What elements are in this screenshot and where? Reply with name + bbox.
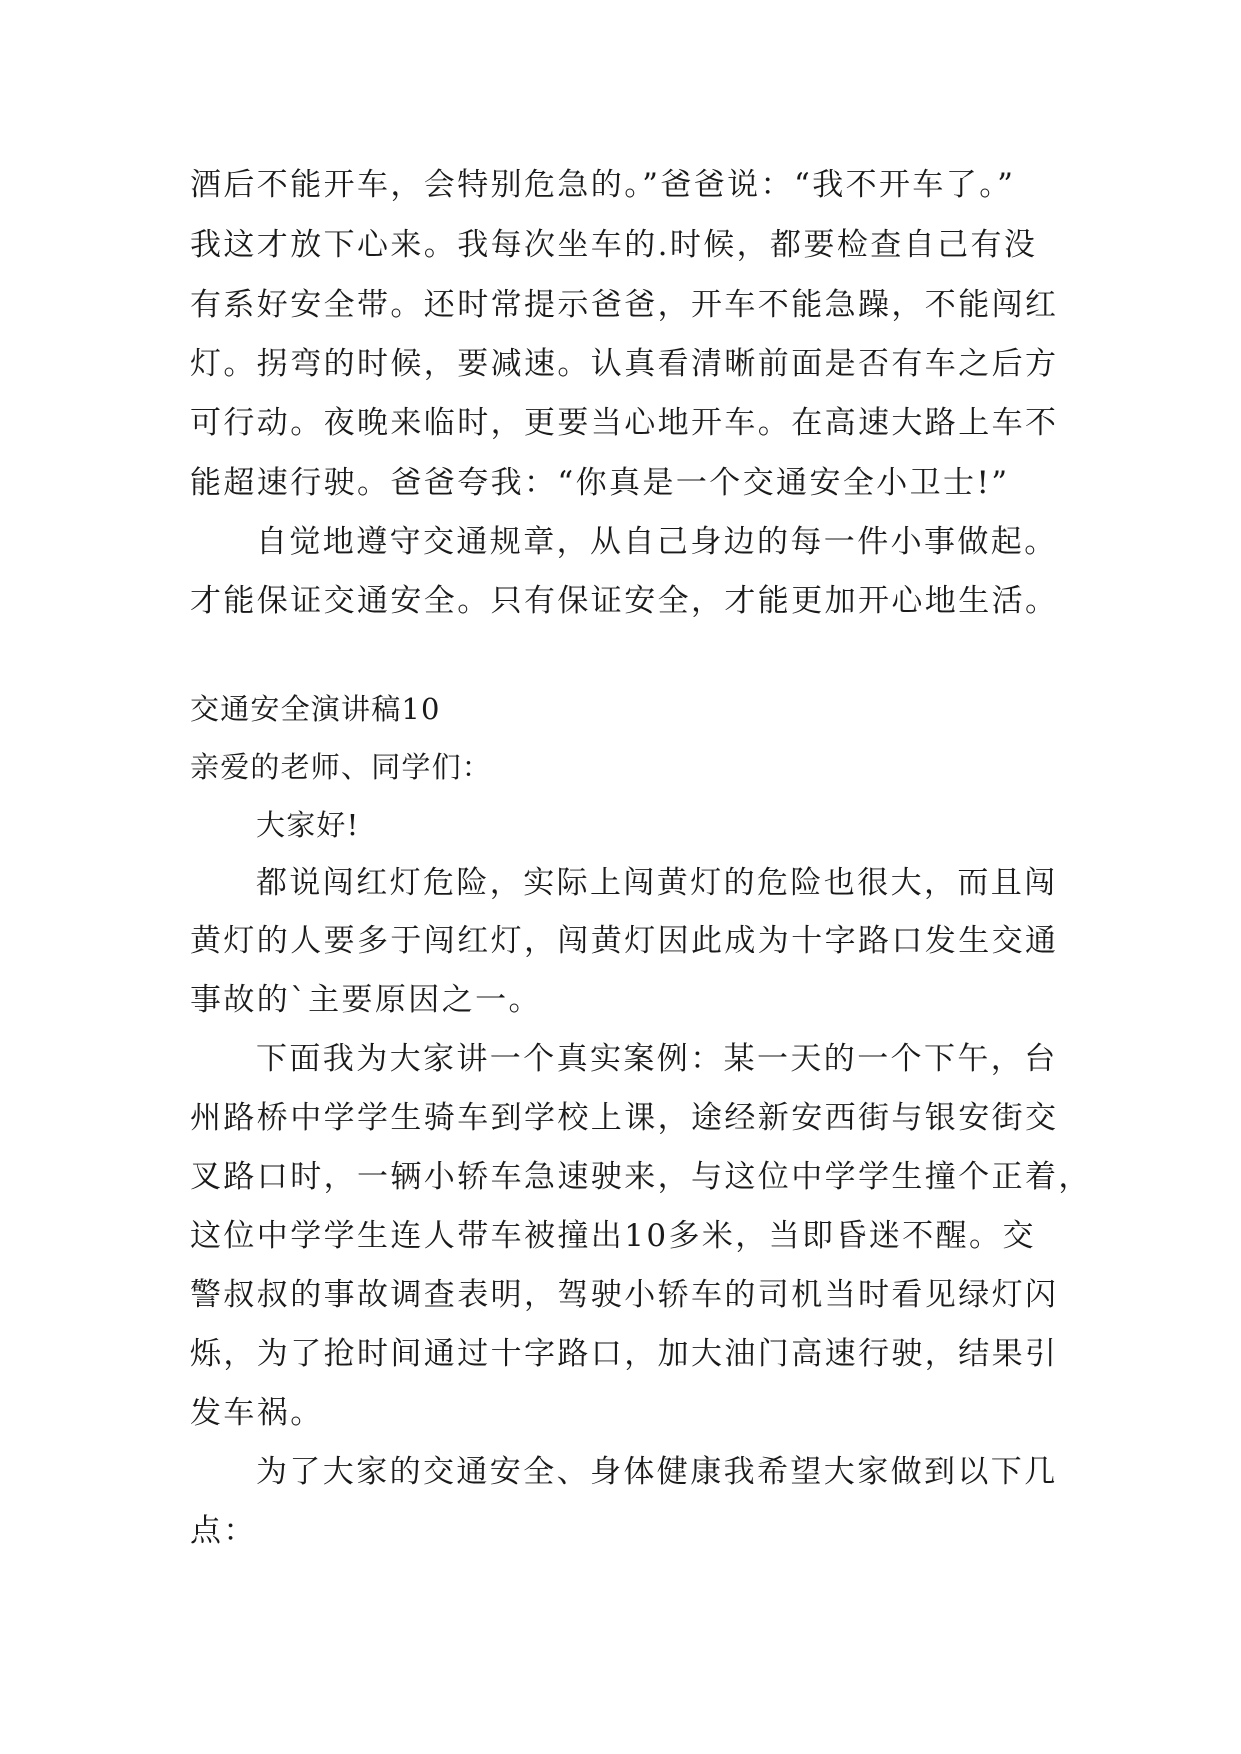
paragraph-line: 我这才放下心来。我每次坐车的.时候，都要检查自己有没 <box>190 227 1038 263</box>
paragraph-line: 烁，为了抢时间通过十字路口，加大油门高速行驶，结果引 <box>190 1336 1059 1372</box>
greeting: 大家好! <box>256 808 360 842</box>
paragraph-line: 都说闯红灯危险，实际上闯黄灯的危险也很大，而且闯 <box>256 865 1058 901</box>
paragraph-line: 发车祸。 <box>190 1395 324 1431</box>
paragraph-line: 有系好安全带。还时常提示爸爸，开车不能急躁，不能闯红 <box>190 287 1059 323</box>
speech-title: 交通安全演讲稿10 <box>190 692 441 726</box>
paragraph-line: 才能保证交通安全。只有保证安全，才能更加开心地生活。 <box>190 583 1059 619</box>
paragraph-line: 为了大家的交通安全、身体健康我希望大家做到以下几 <box>256 1454 1058 1490</box>
paragraph-line: 这位中学学生连人带车被撞出10多米，当即昏迷不醒。交 <box>190 1218 1036 1254</box>
paragraph-line: 可行动。夜晚来临时，更要当心地开车。在高速大路上车不 <box>190 405 1059 441</box>
paragraph-line: 事故的`主要原因之一。 <box>190 982 542 1018</box>
paragraph-line: 点： <box>190 1513 257 1549</box>
paragraph-line: 灯。拐弯的时候，要减速。认真看清晰前面是否有车之后方 <box>190 346 1059 382</box>
paragraph-line: 黄灯的人要多于闯红灯，闯黄灯因此成为十字路口发生交通 <box>190 923 1059 959</box>
paragraph-line: 下面我为大家讲一个真实案例：某一天的一个下午，台 <box>256 1041 1058 1077</box>
paragraph-line: 能超速行驶。爸爸夸我：“你真是一个交通安全小卫士!” <box>190 465 1010 501</box>
paragraph-line: 警叔叔的事故调查表明，驾驶小轿车的司机当时看见绿灯闪 <box>190 1277 1059 1313</box>
paragraph-line: 酒后不能开车，会特别危急的。”爸爸说：“我不开车了。” <box>190 167 1016 203</box>
salutation: 亲爱的老师、同学们： <box>190 750 493 784</box>
paragraph-line: 州路桥中学学生骑车到学校上课，途经新安西街与银安街交 <box>190 1100 1059 1136</box>
paragraph-line: 自觉地遵守交通规章，从自己身边的每一件小事做起。 <box>256 524 1058 560</box>
paragraph-line: 叉路口时，一辆小轿车急速驶来，与这位中学学生撞个正着， <box>190 1159 1092 1195</box>
